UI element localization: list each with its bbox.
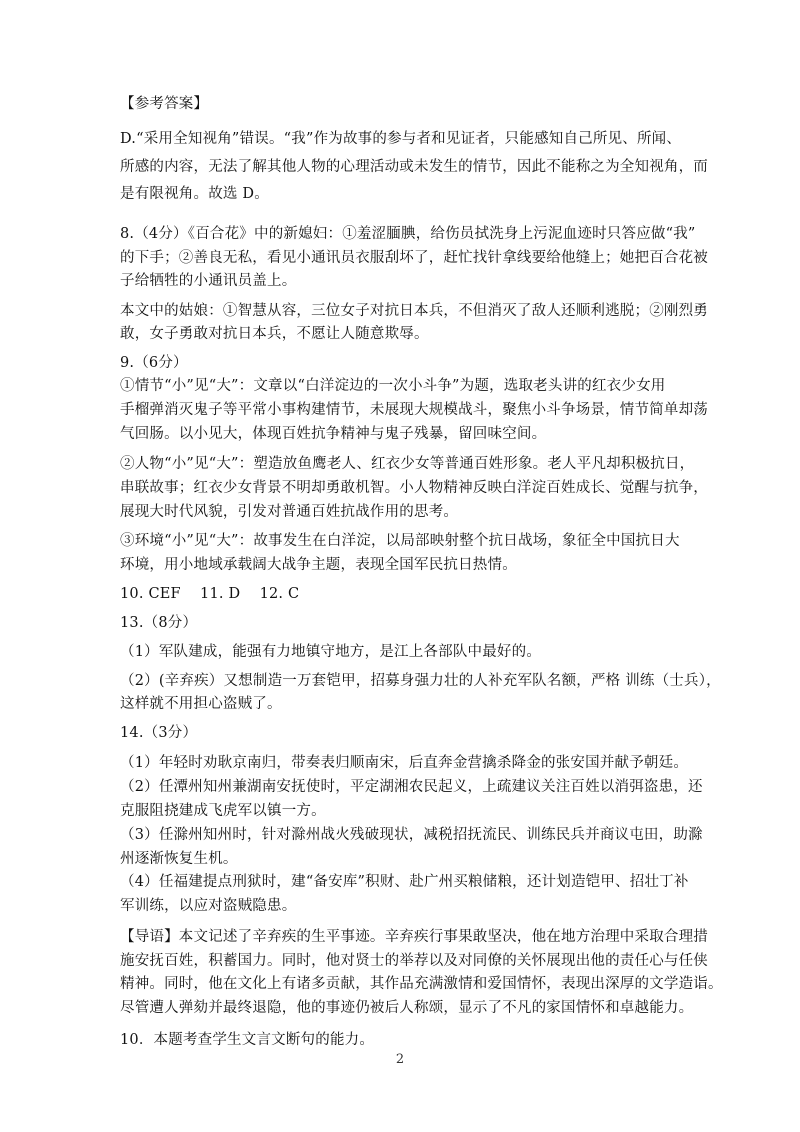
text-line: 州逐渐恢复生机。 [120, 851, 238, 867]
text-line: 手榴弹消灭鬼子等平常小事构建情节，未展现大规模战斗，聚焦小斗争场景，情节简单却荡 [120, 402, 708, 418]
text-line: 10．本题考查学生文言文断句的能力。 [120, 1032, 375, 1048]
text-line: ③环境“小”见“大”：故事发生在白洋淀，以局部映射整个抗日战场，象征全中国抗日大 [120, 533, 680, 549]
text-line: 军训练，以应对盗贼隐患。 [120, 898, 297, 914]
guide-paragraph-line: 【导语】本文记述了辛弃疾的生平事迹。辛弃疾行事果敢坚决，他在地方治理中采取合理措 [120, 929, 708, 945]
text-line: 环境，用小地域承载阔大战争主题，表现全国军民抗日热情。 [120, 557, 517, 573]
text-line: 是有限视角。故选 D。 [120, 186, 269, 202]
answers-10-12: 10. CEF 11. D 12. C [120, 586, 300, 602]
question-9-heading: 9.（6分） [120, 355, 188, 371]
text-line: ①情节“小”见“大”：文章以“白洋淀边的一次小斗争”为题，选取老头讲的红衣少女用 [120, 378, 666, 394]
text-line: （2）任潭州知州兼湖南安抚使时，平定湖湘农民起义，上疏建议关注百姓以消弭盗患，还 [120, 779, 703, 795]
page-number: 2 [395, 1052, 405, 1067]
text-line: 本文中的姑娘：①智慧从容，三位女子对抗日本兵，不但消灭了敌人还顺利逃脱；②刚烈勇 [120, 303, 708, 319]
question-8-line: 8.（4分）《百合花》中的新媳妇：①羞涩腼腆，给伤员拭洗身上污泥血迹时只答应做“我” [120, 226, 696, 242]
text-line: 敢，女子勇敢对抗日本兵，不愿让人随意欺辱。 [120, 326, 429, 342]
text-line: 的下手；②善良无私，看见小通讯员衣服刮坏了，赶忙找针拿线要给他缝上；她把百合花被 [120, 250, 708, 266]
text-line: 尽管遭人弹劾并最终退隐，他的事迹仍被后人称颂，显示了不凡的家国情怀和卓越能力。 [120, 1000, 694, 1016]
text-line: 展现大时代风貌，引发对普通百姓抗战作用的思考。 [120, 504, 459, 520]
text-line: D.“采用全知视角”错误。“我”作为故事的参与者和见证者，只能感知自己所见、所闻、 [120, 131, 682, 147]
text-line: （4）任福建提点刑狱时，建“备安库”积财、赴广州买粮储粮，还计划造铠甲、招壮丁补 [120, 874, 689, 890]
text-line: 串联故事；红衣少女背景不明却勇敢机智。小人物精神反映白洋淀百姓成长、觉醒与抗争， [120, 480, 708, 496]
text-line: 所感的内容，无法了解其他人物的心理活动或未发生的情节，因此不能称之为全知视角，而 [120, 159, 708, 175]
text-line: 子给牺牲的小通讯员盖上。 [120, 273, 297, 289]
answer-heading: 【参考答案】 [120, 96, 209, 112]
question-13-heading: 13.（8分） [120, 615, 198, 631]
text-line: ②人物“小”见“大”：塑造放鱼鹰老人、红衣少女等普通百姓形象。老人平凡却积极抗日， [120, 456, 695, 472]
text-line: （1）军队建成，能强有力地镇守地方，是江上各部队中最好的。 [120, 644, 542, 660]
text-line: 气回肠。以小见大，体现百姓抗争精神与鬼子残暴，留回味空间。 [120, 426, 547, 442]
text-line: 精神。同时，他在文化上有诸多贡献，其作品充满激情和爱国情怀，表现出深厚的文学造诣。 [120, 976, 723, 992]
text-line: （2）(辛弃疾）又想制造一万套铠甲，招募身强力壮的人补充军队名额，严格 训练（士兵）， [120, 673, 721, 689]
text-line: 克服阻挠建成飞虎军以镇一方。 [120, 803, 326, 819]
text-line: （3）任滁州知州时，针对滁州战火残破现状，减税招抚流民、训练民兵并商议屯田，助滁 [120, 827, 703, 843]
text-line: 施安抚百姓，积蓄国力。同时，他对贤士的举荐以及对同僚的关怀展现出他的责任心与任侠 [120, 953, 708, 969]
text-line: （1）年轻时劝耿京南归，带奏表归顺南宋，后直奔金营擒杀降金的张安国并献予朝廷。 [120, 755, 689, 771]
question-14-heading: 14.（3分） [120, 725, 198, 741]
text-line: 这样就不用担心盗贼了。 [120, 696, 282, 712]
